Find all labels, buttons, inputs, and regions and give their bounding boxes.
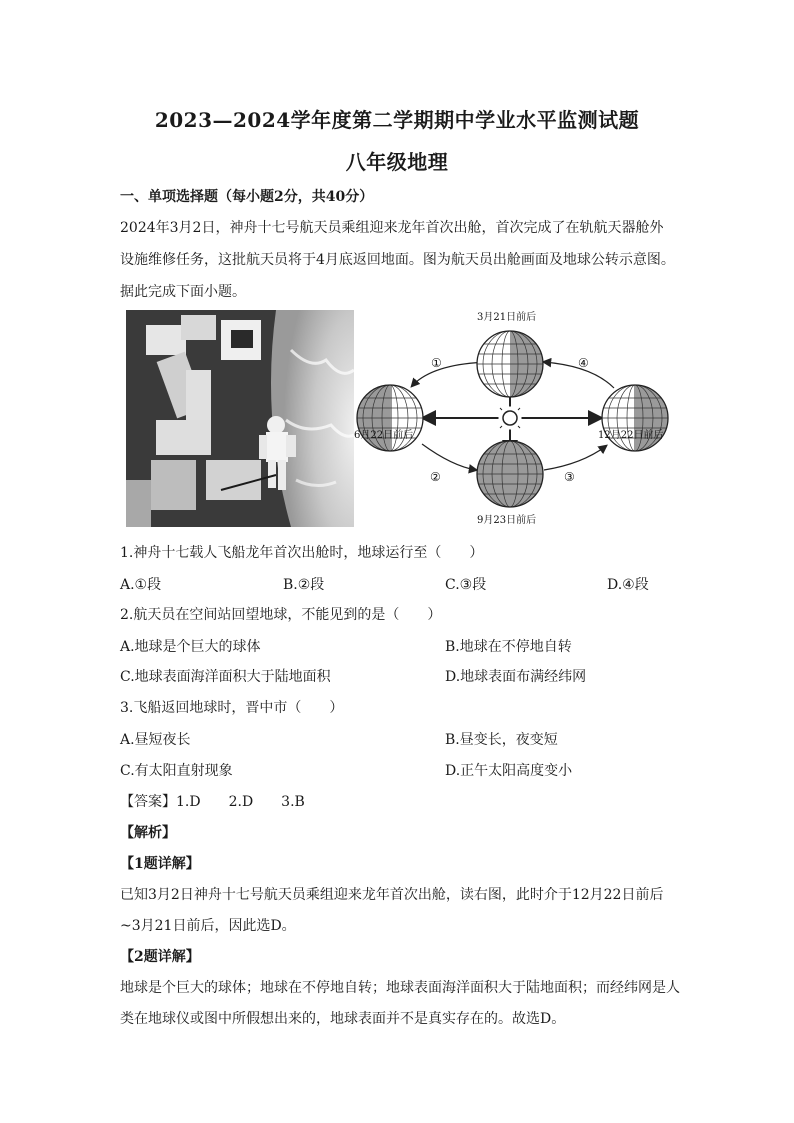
option-d: D.正午太阳高度变小 xyxy=(445,763,573,779)
q1-detail-line: ~3月21日前后，因此选D。 xyxy=(120,918,296,934)
option-d: D.地球表面布满经纬网 xyxy=(445,669,587,685)
intro-line: 2024年3月2日，神舟十七号航天员乘组迎来龙年首次出舱，首次完成了在轨航天器舱外 xyxy=(120,220,664,236)
option-c: C.地球表面海洋面积大于陆地面积 xyxy=(120,669,331,685)
option-a: A.地球是个巨大的球体 xyxy=(120,639,261,655)
answer-line: 【答案】1.D 2.D 3.B xyxy=(120,794,305,810)
q1-detail-heading: 【1题详解】 xyxy=(120,856,200,872)
option-a: A.①段 xyxy=(120,577,162,593)
option-a: A.昼短夜长 xyxy=(120,732,191,748)
label-september: 9月23日前后 xyxy=(477,515,537,526)
option-b: B.昼变长，夜变短 xyxy=(445,732,558,748)
option-b: B.②段 xyxy=(283,577,325,593)
analysis-heading: 【解析】 xyxy=(120,825,176,841)
section-heading: 一、单项选择题（每小题2分，共40分） xyxy=(120,189,374,205)
q1-detail-line: 已知3月2日神舟十七号航天员乘组迎来龙年首次出舱，读右图，此时介于12月22日前后 xyxy=(120,887,664,903)
q2-detail-line: 类在地球仪或图中所假想出来的，地球表面并不是真实存在的。故选D。 xyxy=(120,1011,566,1027)
option-c: C.有太阳直射现象 xyxy=(120,763,233,779)
q2-detail-line: 地球是个巨大的球体；地球在不停地自转；地球表面海洋面积大于陆地面积；而经纬网是人 xyxy=(120,980,680,996)
orbit-arc xyxy=(544,446,606,470)
question-stem: 1.神舟十七载人飞船龙年首次出舱时，地球运行至（ ） xyxy=(120,545,484,561)
astronaut-spacewalk-photo xyxy=(126,310,354,527)
segment-label-1: ① xyxy=(431,356,442,370)
page-title: 2023—2024学年度第二学期期中学业水平监测试题 xyxy=(154,108,640,132)
question-stem: 2.航天员在空间站回望地球，不能见到的是（ ） xyxy=(120,607,442,623)
label-june: 6月22日前后 xyxy=(354,430,414,441)
intro-line: 设施维修任务，这批航天员将于4月底返回地面。图为航天员出舱画面及地球公转示意图。 xyxy=(120,252,675,268)
segment-label-3: ③ xyxy=(564,470,575,484)
option-d: D.④段 xyxy=(607,577,649,593)
segment-label-4: ④ xyxy=(578,356,589,370)
intro-line: 据此完成下面小题。 xyxy=(120,284,246,300)
page-subtitle: 八年级地理 xyxy=(345,150,449,174)
earth-revolution-diagram xyxy=(352,306,672,532)
option-b: B.地球在不停地自转 xyxy=(445,639,572,655)
question-stem: 3.飞船返回地球时，晋中市（ ） xyxy=(120,700,344,716)
orbit-arc xyxy=(422,444,476,470)
option-c: C.③段 xyxy=(445,577,487,593)
label-march: 3月21日前后 xyxy=(477,312,537,323)
sun-icon xyxy=(496,404,524,432)
label-december: 12月22日前后 xyxy=(598,430,664,441)
segment-label-2: ② xyxy=(430,470,441,484)
q2-detail-heading: 【2题详解】 xyxy=(120,949,200,965)
